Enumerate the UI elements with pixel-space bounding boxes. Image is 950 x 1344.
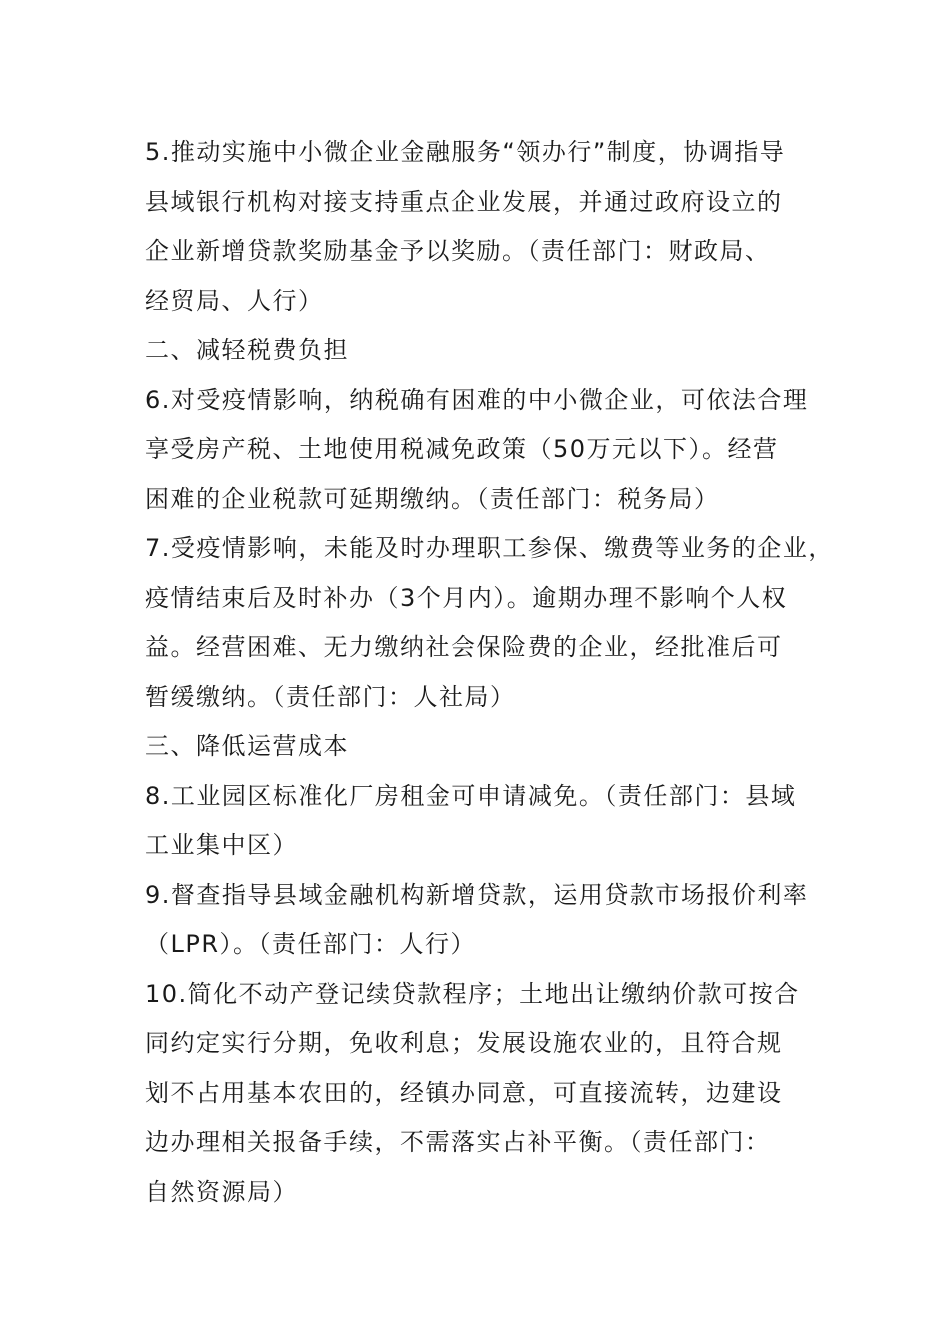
paragraph-5-line-3: 企业新增贷款奖励基金予以奖励。（责任部门：财政局、 xyxy=(145,237,771,265)
paragraph-8-line-1: 8.工业园区标准化厂房租金可申请减免。（责任部门：县域 xyxy=(145,781,797,810)
paragraph-10-line-4: 边办理相关报备手续，不需落实占补平衡。（责任部门： xyxy=(145,1128,771,1156)
paragraph-10-line-5: 自然资源局） xyxy=(145,1177,298,1206)
document-body xyxy=(145,128,835,1217)
paragraph-7-line-1: 7.受疫情影响，未能及时办理职工参保、缴费等业务的企业， xyxy=(145,534,834,562)
section-heading-2: 二、减轻税费负担 xyxy=(145,336,349,364)
paragraph-5-line-1: 5.推动实施中小微企业金融服务“领办行”制度，协调指导 xyxy=(145,138,786,166)
paragraph-8-line-2: 工业集中区） xyxy=(145,831,298,859)
paragraph-7-line-4: 暂缓缴纳。（责任部门：人社局） xyxy=(145,682,516,711)
paragraph-7-line-3: 益。经营困难、无力缴纳社会保险费的企业，经批准后可 xyxy=(145,633,783,661)
paragraph-6-line-3: 困难的企业税款可延期缴纳。（责任部门：税务局） xyxy=(145,484,720,513)
paragraph-9-line-1: 9.督查指导县域金融机构新增贷款，运用贷款市场报价利率 xyxy=(145,880,809,909)
section-heading-3: 三、降低运营成本 xyxy=(145,732,349,760)
paragraph-6-line-1: 6.对受疫情影响，纳税确有困难的中小微企业，可依法合理 xyxy=(145,385,809,414)
paragraph-7-line-2: 疫情结束后及时补办（3个月内）。逾期办理不影响个人权 xyxy=(145,583,788,612)
paragraph-10-line-2: 同约定实行分期，免收利息；发展设施农业的，且符合规 xyxy=(145,1029,783,1057)
paragraph-6-line-2: 享受房产税、土地使用税减免政策（50万元以下）。经营 xyxy=(145,435,779,463)
paragraph-5-line-4: 经贸局、人行） xyxy=(145,286,324,315)
paragraph-10-line-3: 划不占用基本农田的，经镇办同意，可直接流转，边建设 xyxy=(145,1078,783,1107)
paragraph-10-line-1: 10.简化不动产登记续贷款程序；土地出让缴纳价款可按合 xyxy=(145,979,800,1008)
paragraph-9-line-2: （LPR）。（责任部门：人行） xyxy=(145,930,477,958)
paragraph-5-line-2: 县域银行机构对接支持重点企业发展，并通过政府设立的 xyxy=(145,187,783,216)
